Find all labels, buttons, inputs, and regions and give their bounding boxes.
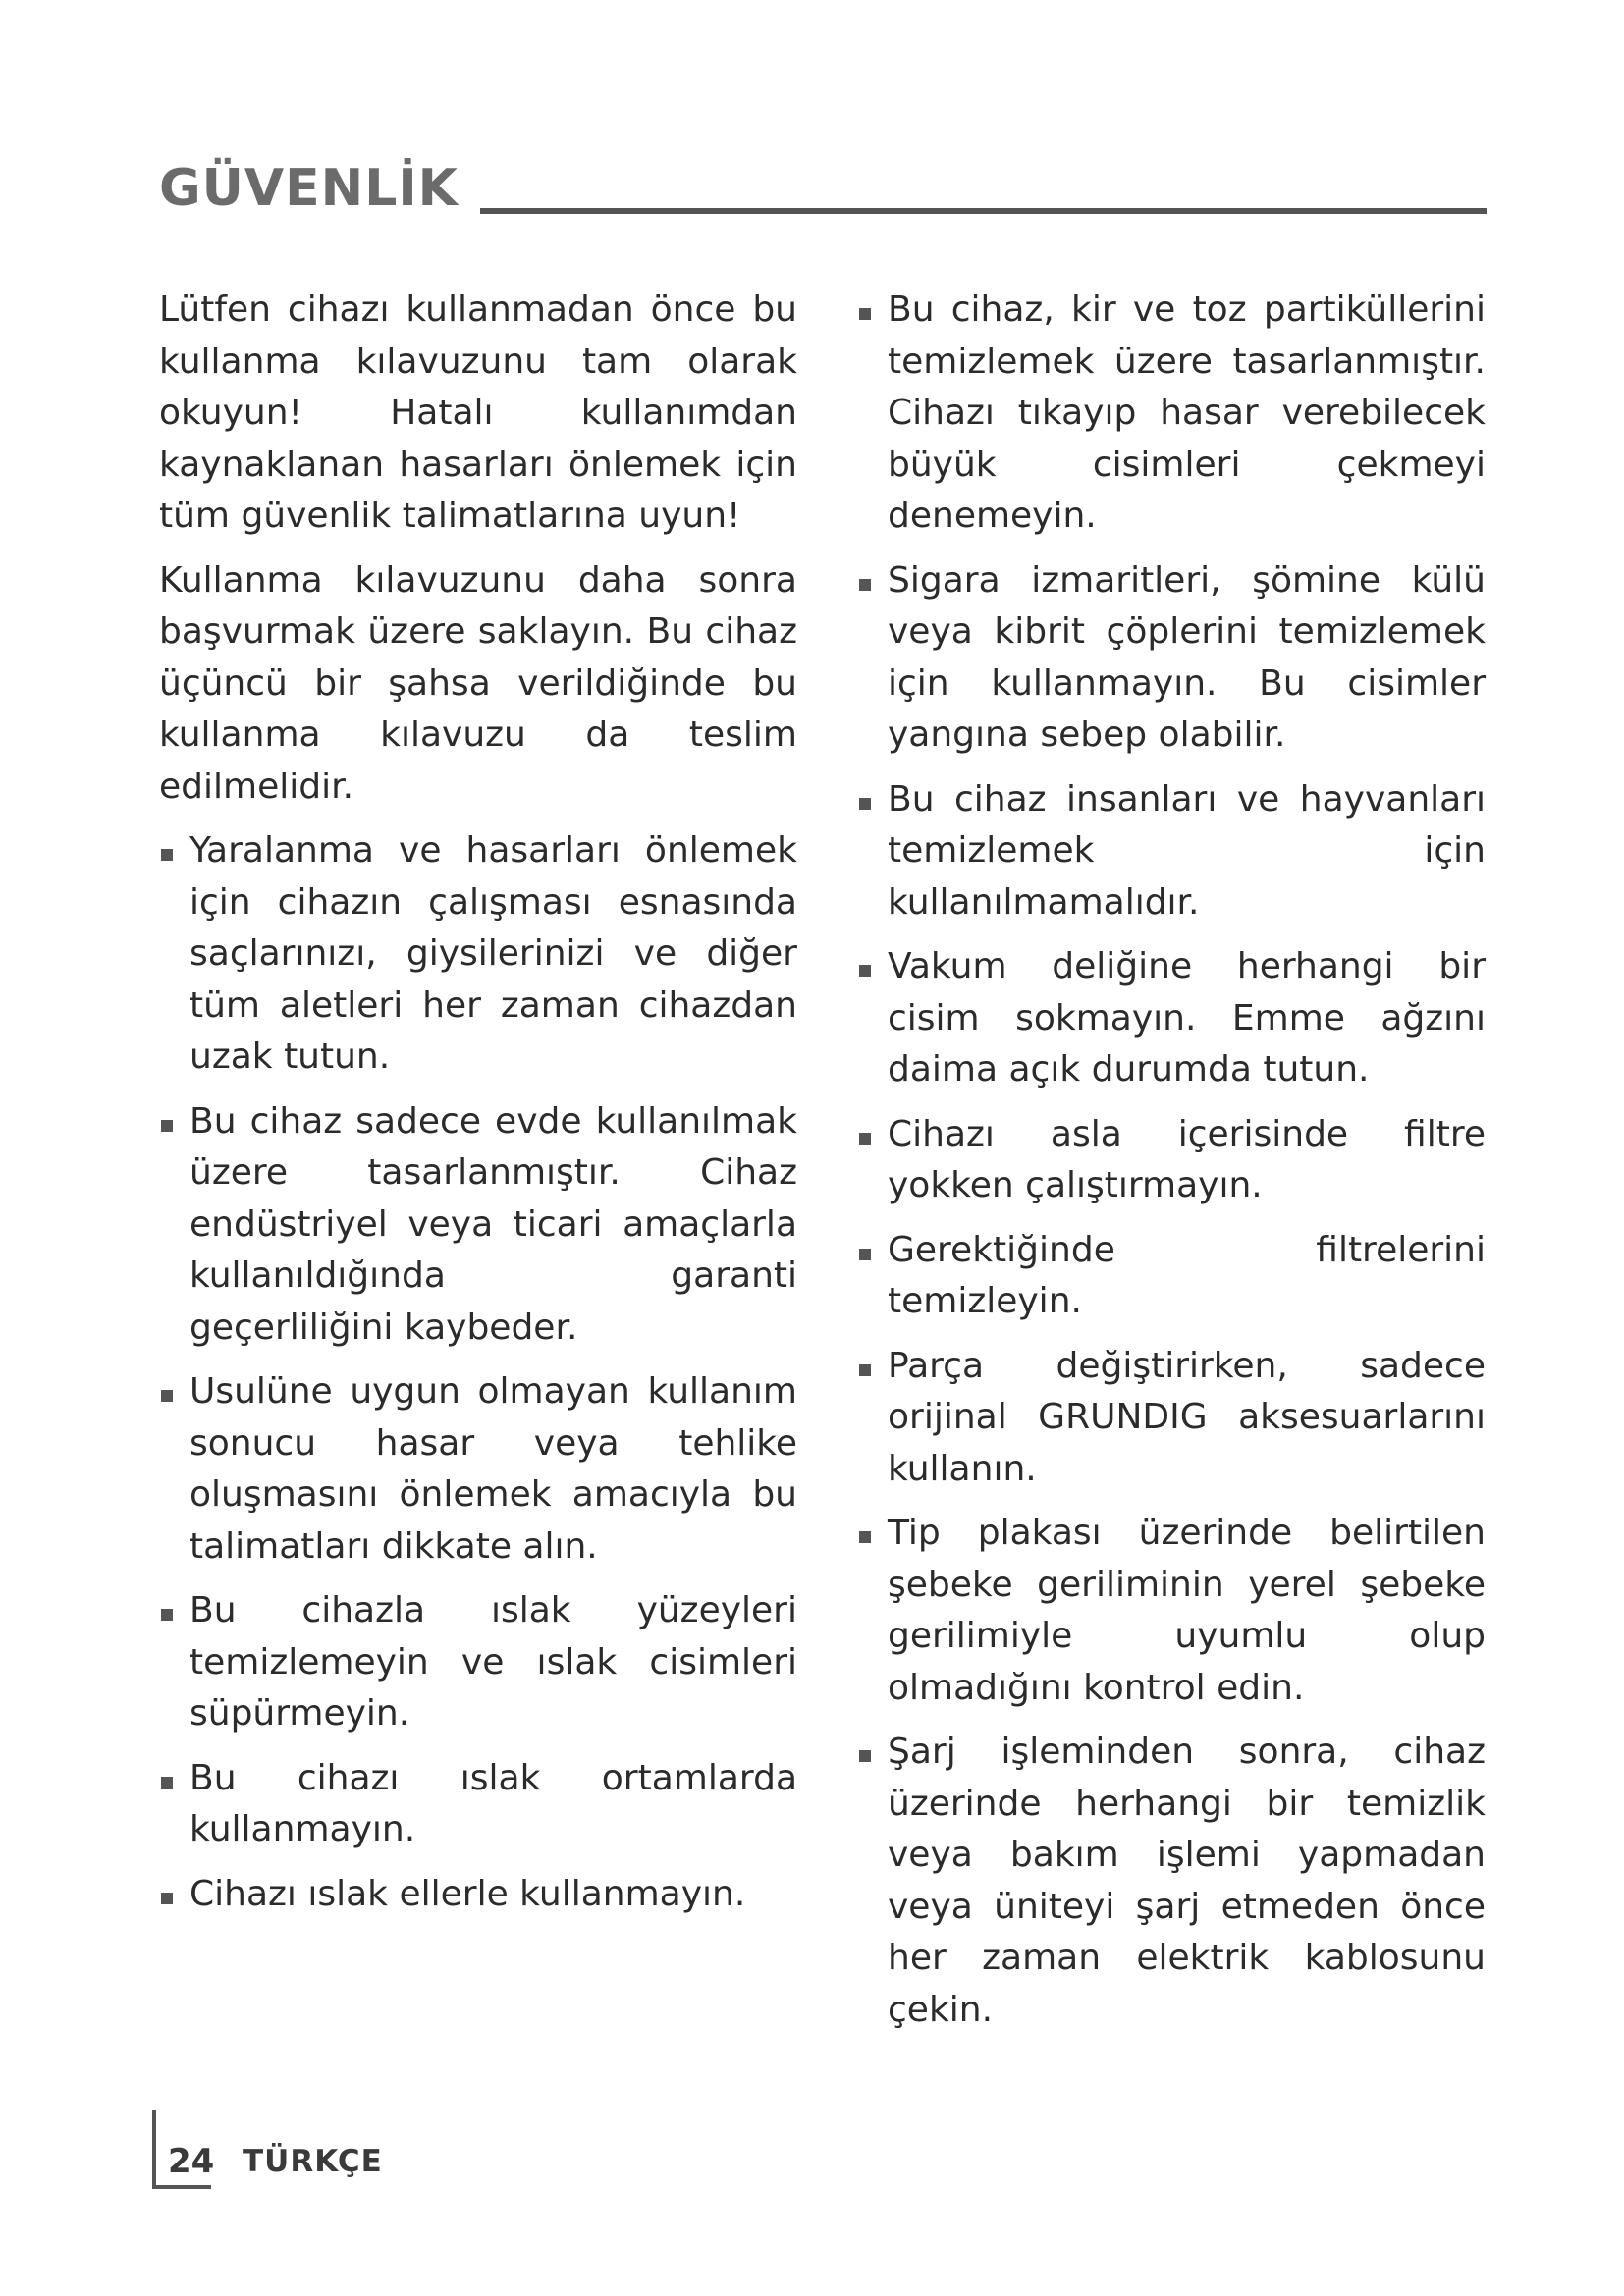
list-item-text: Cihazı ıslak ellerle kullanmayın. bbox=[189, 1873, 746, 1914]
list-item bbox=[857, 1341, 1486, 1496]
list-item-text: Usulüne uygun olmayan kullanım sonucu hasar veya tehlike oluşmasını önlemek amacıyla bu talimatları dikkate alın. bbox=[189, 1371, 797, 1567]
square-bullet-icon bbox=[161, 849, 173, 861]
list-item-text: Bu cihaz, kir ve toz partiküllerini temizlemek üzere tasarlanmıştır. Cihazı tıkayıp hasar verebilecek büyük cisimleri çekmeyi denemeyin. bbox=[888, 290, 1486, 536]
list-item bbox=[857, 556, 1486, 762]
square-bullet-icon bbox=[161, 1893, 173, 1904]
list-item-text: Bu cihaz sadece evde kullanılmak üzere tasarlanmıştır. Cihaz endüstriyel veya ticari amaçlarla kullanıldığında garanti geçerliliğini kaybeder. bbox=[189, 1100, 797, 1348]
page-header bbox=[159, 147, 1487, 216]
page-footer bbox=[152, 2110, 447, 2199]
square-bullet-icon bbox=[859, 308, 871, 320]
list-item-text: Bu cihaz insanları ve hayvanları temizlemek için kullanılmamalıdır. bbox=[888, 778, 1486, 923]
list-item bbox=[159, 826, 797, 1084]
list-item bbox=[857, 1727, 1486, 2036]
list-item bbox=[159, 1585, 797, 1740]
header-rule bbox=[480, 208, 1487, 214]
page-title: GÜVENLİK bbox=[159, 159, 459, 218]
square-bullet-icon bbox=[161, 1609, 173, 1621]
list-item bbox=[857, 774, 1486, 930]
list-item-text: Tip plakası üzerinde belirtilen şebeke geriliminin yerel şebeke gerilimiyle uyumlu olup olmadığını kontrol edin. bbox=[888, 1513, 1486, 1708]
intro-paragraph: Lütfen cihazı kullanmadan önce bu kullanma kılavuzunu tam olarak okuyun! Hatalı kullanımdan kaynaklanan hasarları önlemek için tüm güvenlik talimatlarına uyun! bbox=[159, 290, 797, 536]
right-column bbox=[857, 285, 1486, 2049]
list-item bbox=[857, 1109, 1486, 1212]
square-bullet-icon bbox=[859, 1750, 871, 1762]
list-item bbox=[159, 1869, 797, 1921]
list-item-text: Parça değiştirirken, sadece orijinal GRUNDIG aksesuarlarını kullanın. bbox=[888, 1345, 1486, 1489]
list-item-text: Yaralanma ve hasarları önlemek için cihazın çalışması esnasında saçlarınızı, giysilerinizi ve diğer tüm aletleri her zaman cihazdan uzak tutun. bbox=[189, 830, 797, 1077]
square-bullet-icon bbox=[859, 1249, 871, 1260]
language-label: TÜRKÇE bbox=[243, 2144, 383, 2179]
square-bullet-icon bbox=[859, 1531, 871, 1543]
left-bullet-list bbox=[159, 826, 797, 1920]
list-item bbox=[159, 1096, 797, 1355]
list-item bbox=[159, 1366, 797, 1573]
list-item-text: Bu cihazı ıslak ortamlarda kullanmayın. bbox=[189, 1757, 797, 1849]
list-item bbox=[159, 1753, 797, 1856]
list-item bbox=[857, 1508, 1486, 1714]
right-bullet-list bbox=[857, 285, 1486, 2036]
list-item-text: Şarj işleminden sonra, cihaz üzerinde herhangi bir temizlik veya bakım işlemi yapmadan veya üniteyi şarj etmeden önce her zaman elektrik kablosunu çekin. bbox=[888, 1732, 1486, 2030]
list-item-text: Gerektiğinde filtrelerini temizleyin. bbox=[888, 1229, 1486, 1321]
square-bullet-icon bbox=[859, 798, 871, 810]
page-number: 24 bbox=[168, 2142, 215, 2181]
list-item-text: Vakum deliğine herhangi bir cisim sokmayın. Emme ağzını daima açık durumda tutun. bbox=[888, 946, 1486, 1090]
list-item bbox=[857, 1225, 1486, 1328]
square-bullet-icon bbox=[161, 1390, 173, 1402]
list-item-text: Cihazı asla içerisinde filtre yokken çalıştırmayın. bbox=[888, 1113, 1486, 1205]
list-item bbox=[857, 941, 1486, 1096]
left-column bbox=[159, 285, 797, 1933]
footer-corner-rule bbox=[152, 2110, 156, 2189]
footer-underline bbox=[152, 2185, 211, 2189]
square-bullet-icon bbox=[161, 1777, 173, 1789]
square-bullet-icon bbox=[161, 1120, 173, 1132]
square-bullet-icon bbox=[859, 965, 871, 977]
square-bullet-icon bbox=[859, 579, 871, 591]
list-item bbox=[857, 285, 1486, 543]
list-item-text: Sigara izmaritleri, şömine külü veya kibrit çöplerini temizlemek için kullanmayın. Bu cisimler yangına sebep olabilir. bbox=[888, 560, 1486, 755]
square-bullet-icon bbox=[859, 1133, 871, 1145]
storage-paragraph: Kullanma kılavuzunu daha sonra başvurmak üzere saklayın. Bu cihaz üçüncü bir şahsa verildiğinde bu kullanma kılavuzu da teslim edilmelidir. bbox=[159, 560, 797, 807]
list-item-text: Bu cihazla ıslak yüzeyleri temizlemeyin ve ıslak cisimleri süpürmeyin. bbox=[189, 1590, 797, 1734]
square-bullet-icon bbox=[859, 1364, 871, 1376]
